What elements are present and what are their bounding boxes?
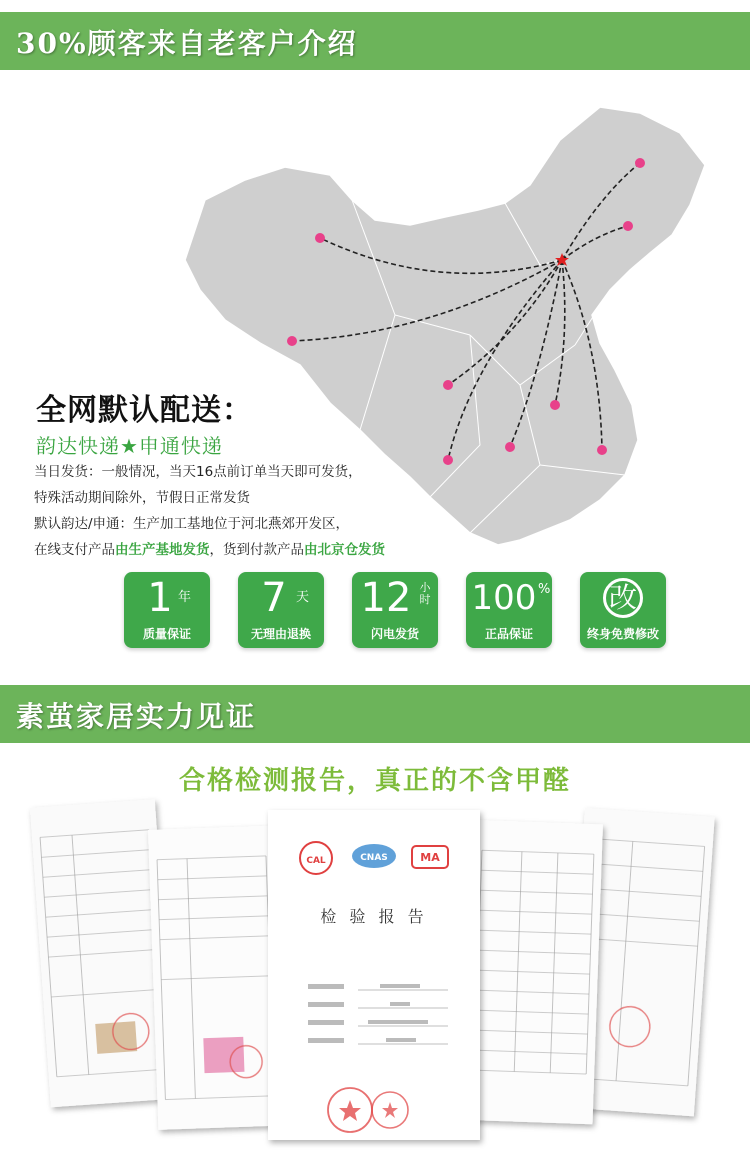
mid-banner [0,685,750,743]
badge-fast-shipping [352,572,438,648]
report-doc-4 [465,820,603,1124]
pin-harbin [635,158,645,168]
pin-xinjiang [315,233,325,243]
info-line-4 [34,538,385,558]
report-doc-center [268,810,480,1140]
badge-lifetime-modification [580,572,666,648]
pin-tibet [287,336,297,346]
cert-title: 合格检测报告，真正的不含甲醛 [178,766,571,796]
badge-unit: 小时 [419,581,431,606]
badge-number: 1 [147,575,173,621]
badge-no-reason-return [238,572,324,648]
top-banner-text: 30%顾客来自老客户介绍 [16,27,358,60]
cal-logo-text: CAL [306,856,326,866]
pin-chengdu [443,380,453,390]
report-title: 检 验 报 告 [320,907,428,926]
mid-banner-text: 素茧家居实力见证 [16,700,257,733]
info-line-4-a: 在线支付产品 [34,542,115,558]
badge-unit: 天 [296,590,310,605]
courier-names: 韵达快递★申通快递 [36,434,223,458]
china-map [0,85,750,555]
info-line-4-highlight-2: 由北京仓发货 [304,542,385,558]
ma-logo-text: MA [420,851,440,864]
test-report-documents [0,790,750,1150]
badge-unit: % [538,582,551,597]
badge-authentic [466,572,552,648]
badge-unit: 年 [178,590,192,605]
badge-label: 质量保证 [142,627,191,641]
pin-fuzhou [597,445,607,455]
badge-label: 正品保证 [484,627,533,641]
report-doc-2 [148,826,283,1130]
badge-quality-guarantee [124,572,210,648]
badge-number: 12 [360,575,412,621]
delivery-heading: 全网默认配送： [36,393,253,428]
top-banner [0,12,750,70]
info-line-4-highlight-1: 由生产基地发货 [115,542,210,558]
info-line-4-b: ，货到付款产品 [209,542,304,558]
pin-shenyang [623,221,633,231]
info-line-2: 特殊活动期间除外，节假日正常发货 [34,490,250,506]
badge-label: 闪电发货 [370,627,419,641]
badge-number: 100 [471,578,537,618]
badge-number: 7 [261,575,287,621]
badge-label: 无理由退换 [250,627,311,641]
info-line-3: 默认韵达/申通：生产加工基地位于河北燕郊开发区， [34,516,350,532]
pin-changsha [550,400,560,410]
info-line-1: 当日发货：一般情况，当天16点前订单当天即可发货， [34,464,362,480]
pin-guangzhou [505,442,515,452]
cnas-logo-text: CNAS [360,853,388,863]
badge-modify-icon: 改 [603,578,643,618]
badge-label: 终身免费修改 [586,627,659,641]
pin-kunming [443,455,453,465]
